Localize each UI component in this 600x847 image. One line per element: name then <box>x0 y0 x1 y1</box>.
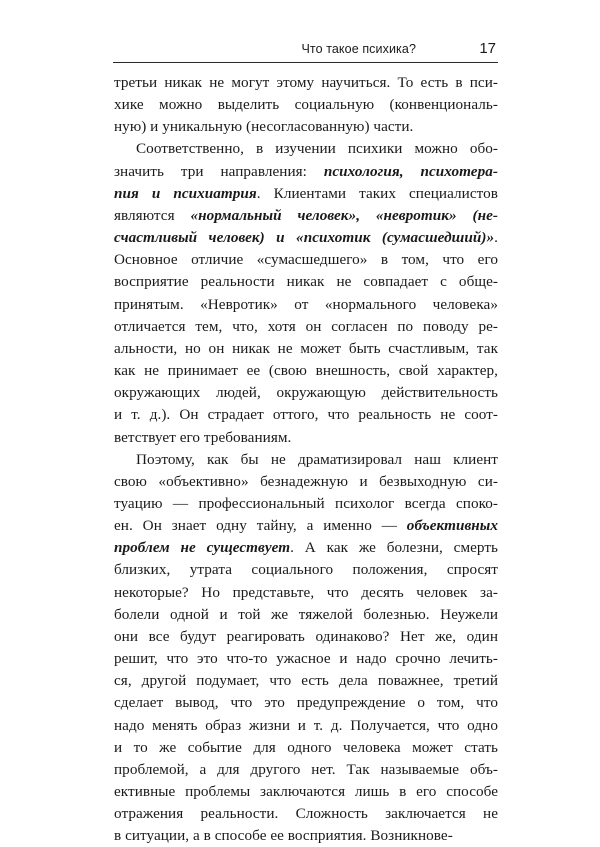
text-line <box>114 294 498 316</box>
text-segment: некоторые? Но представьте, что десять человек за- <box>114 583 498 601</box>
text-line <box>114 825 498 847</box>
text-segment: свою «объективно» безнадежную и безвыходную си- <box>114 472 498 490</box>
text-segment: ся, другой подумает, что есть дела поважнее, третий <box>114 672 498 690</box>
text-segment: решит, что это что-то ужасное и надо срочно лечить- <box>114 650 498 668</box>
text-line <box>114 626 498 648</box>
text-segment: ективные проблемы заключаются лишь в его способе <box>114 783 498 800</box>
text-line <box>114 737 498 759</box>
text-line <box>114 449 498 471</box>
text-segment: Основное отличие «сумасшедшего» в том, что его <box>114 251 498 269</box>
text-line <box>114 271 498 293</box>
text-line <box>114 493 498 515</box>
text-segment: альности, но он никак не может быть счастливым, так <box>114 339 498 357</box>
text-segment: Поэтому, как бы не драматизировал наш клиент <box>136 450 498 468</box>
page-number: 17 <box>479 40 496 57</box>
text-line <box>114 94 498 116</box>
text-line <box>114 227 498 249</box>
text-line <box>114 316 498 338</box>
text-segment: третьи никак не могут этому научиться. То есть в пси- <box>114 74 498 91</box>
text-segment: хике можно выделить социальную (конвенциональ- <box>114 96 498 114</box>
emphasized-text: психология, психотера- <box>323 162 498 180</box>
text-line <box>114 183 498 205</box>
text-segment: болели одной и той же тяжелой болезнью. Неужели <box>114 605 498 623</box>
text-line <box>114 116 498 138</box>
text-segment: значить три направления: <box>114 162 324 180</box>
paragraph <box>114 138 498 448</box>
emphasized-text: «нормальный человек», «невротик» (не- <box>190 206 498 224</box>
running-head <box>113 40 498 63</box>
text-segment: восприятие реальности никак не совпадает с обще- <box>114 273 498 291</box>
text-segment: в ситуации, а в способе ее восприятия. Возникнове- <box>114 827 453 845</box>
text-segment: являются <box>114 206 191 224</box>
text-segment: отражения реальности. Сложность заключается не <box>114 805 498 823</box>
text-line <box>114 715 498 737</box>
text-line <box>114 604 498 626</box>
body-text <box>114 72 498 847</box>
text-segment: ен. Он знает одну тайну, а именно — <box>114 517 407 535</box>
text-segment: как не принимает ее (свою внешность, свой характер, <box>114 362 498 380</box>
text-segment: . А как же болезни, смерть <box>290 539 499 557</box>
text-line <box>114 582 498 604</box>
text-segment: принятым. «Невротик» от «нормального человека» <box>114 295 498 313</box>
text-line <box>114 72 498 94</box>
text-segment: туацию — профессиональный психолог всегда споко- <box>114 494 498 512</box>
text-segment: окружающих людей, окружающую действительность <box>114 384 498 402</box>
emphasized-text: счастливый человек) и «психотик (сумасшедший)» <box>114 229 495 247</box>
text-segment: близких, утрата социального положения, спросят <box>114 561 498 579</box>
text-line <box>114 382 498 404</box>
text-segment: . <box>494 229 498 247</box>
text-segment: надо менять образ жизни и т. д. Получается, что одно <box>114 716 498 734</box>
text-segment: . Клиентами таких специалистов <box>256 184 498 202</box>
text-segment: ветствует его требованиям. <box>114 428 292 446</box>
text-segment: и то же событие для одного человека может стать <box>114 738 498 756</box>
paragraph <box>114 449 498 847</box>
text-segment: сделает вывод, что это предупреждение о том, что <box>114 694 498 712</box>
text-line <box>114 138 498 160</box>
text-segment: проблемой, а для другого нет. Так называемые объ- <box>114 760 498 778</box>
text-segment: они все будут реагировать одинаково? Нет же, один <box>114 627 498 645</box>
emphasized-text: объективных <box>406 517 498 535</box>
text-line <box>114 559 498 581</box>
text-line <box>114 537 498 559</box>
text-segment: и т. д.). Он страдает оттого, что реальность не соот- <box>114 406 498 424</box>
text-segment: Соответственно, в изучении психики можно обо- <box>136 140 498 158</box>
text-line <box>114 360 498 382</box>
paragraph <box>114 72 498 138</box>
running-title: Что такое психика? <box>301 42 416 56</box>
text-line <box>114 249 498 271</box>
text-line <box>114 781 498 803</box>
text-line <box>114 515 498 537</box>
emphasized-text: проблем не существует <box>114 539 291 557</box>
text-line <box>114 803 498 825</box>
text-line <box>114 161 498 183</box>
text-line <box>114 648 498 670</box>
emphasized-text: пия и психиатрия <box>114 184 257 202</box>
text-line <box>114 692 498 714</box>
text-segment: отличается тем, что, хотя он согласен по поводу ре- <box>114 317 498 335</box>
text-line <box>114 205 498 227</box>
text-segment: ную) и уникальную (несогласованную) части. <box>114 118 414 136</box>
text-line <box>114 338 498 360</box>
text-line <box>114 759 498 781</box>
text-line <box>114 471 498 493</box>
text-line <box>114 670 498 692</box>
text-line <box>114 427 498 449</box>
text-line <box>114 404 498 426</box>
